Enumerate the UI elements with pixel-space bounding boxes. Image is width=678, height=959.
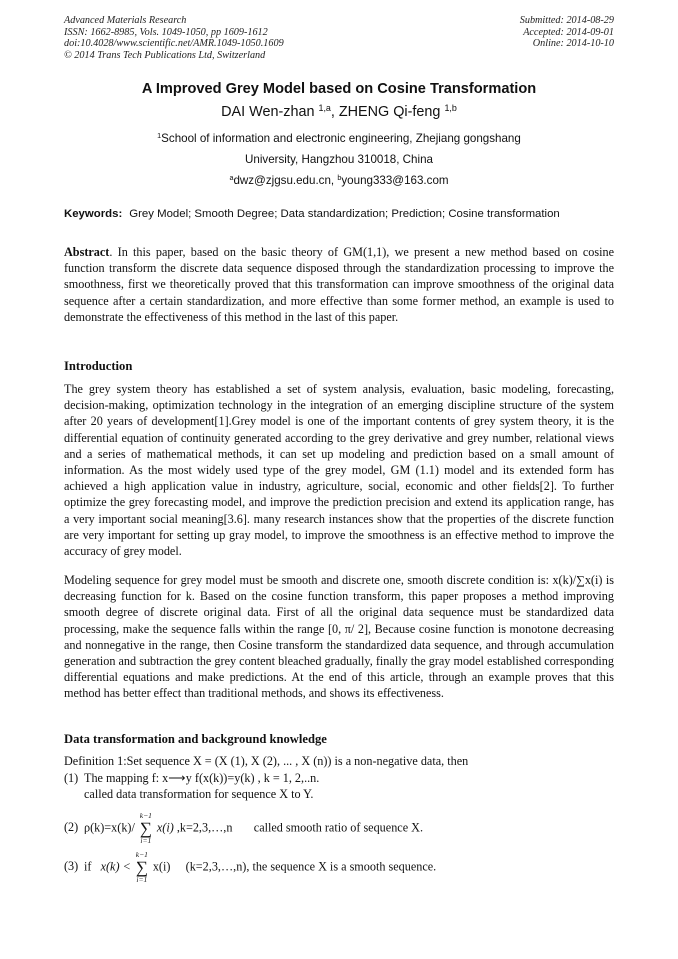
affiliation-text-1: School of information and electronic engineering, Zhejiang gongshang xyxy=(161,132,521,145)
item-3-lhs: x(k) < xyxy=(100,859,131,874)
journal-name: Advanced Materials Research xyxy=(64,15,187,26)
definition-item-3 xyxy=(64,851,436,884)
journal-doi: doi:10.4028/www.scientific.net/AMR.1049-1050.1609 xyxy=(64,38,284,50)
journal-issn: ISSN: 1662-8985, Vols. 1049-1050, pp 1609-1612 xyxy=(64,26,268,38)
date-online: Online: 2014-10-10 xyxy=(532,38,614,50)
email-a[interactable]: dwz@zjgsu.edu.cn, xyxy=(233,174,338,187)
email-a-marker: a xyxy=(229,173,234,183)
author-2-affil: 1,b xyxy=(444,103,457,114)
keywords-text: Grey Model; Smooth Degree; Data standardization; Prediction; Cosine transformation xyxy=(129,208,560,220)
section-heading-data-transformation: Data transformation and background knowledge xyxy=(64,732,327,746)
date-accepted: Accepted: 2014-09-01 xyxy=(523,26,614,38)
summation-symbol xyxy=(138,812,154,845)
sum-upper-limit: k−1 xyxy=(139,811,152,820)
journal-info xyxy=(64,15,284,61)
summation-symbol-2 xyxy=(134,851,150,884)
section-heading-introduction: Introduction xyxy=(64,359,133,373)
abstract-label: Abstract xyxy=(64,245,110,259)
item-2-term: x(i) xyxy=(156,820,174,835)
definition-1: Definition 1:Set sequence X = (X (1), X (2), ... , X (n)) is a non-negative data, then xyxy=(64,754,469,768)
sum-2-upper-limit: k−1 xyxy=(135,850,148,859)
sum-2-lower-limit: i=1 xyxy=(136,875,148,884)
abstract-text: . In this paper, based on the basic theory of GM(1,1), we present a new method based on cosine function transform the discrete data sequence disposed through the standardization processing to improve the smoothness, first we theoretically proved that this transformation can improve smoothness of the original data sequence after a certain standardization, and more effective than some former method, an example is used to demonstrate the effectiveness of this method in the last of this paper. xyxy=(64,245,614,324)
definition-item-1 xyxy=(64,771,319,786)
item-2-range: ,k=2,3,…,n xyxy=(173,820,233,835)
author-2: ZHENG Qi-feng xyxy=(338,104,441,120)
affiliation-line-1 xyxy=(0,132,678,145)
author-1-affil: 1,a xyxy=(318,103,331,114)
keywords xyxy=(64,208,560,220)
sum-lower-limit: i=1 xyxy=(140,836,152,845)
journal-copyright: © 2014 Trans Tech Publications Ltd, Switzerland xyxy=(64,49,266,61)
author-separator: , xyxy=(330,104,339,120)
item-2-number: (2) xyxy=(64,820,79,835)
publication-dates xyxy=(520,15,614,50)
sum-sigma: ∑ xyxy=(139,819,152,838)
date-submitted: Submitted: 2014-08-29 xyxy=(519,15,614,26)
definition-item-1-continued: called data transformation for sequence X to Y. xyxy=(84,787,314,801)
affiliation-marker: 1 xyxy=(157,131,162,141)
sum-2-sigma: ∑ xyxy=(135,858,148,877)
email-b-marker: b xyxy=(337,173,342,183)
item-3-term: x(i) xyxy=(152,859,171,874)
abstract xyxy=(64,244,614,325)
item-1-number: (1) xyxy=(64,771,79,785)
item-3-prefix: if xyxy=(84,859,92,874)
intro-paragraph-2: Modeling sequence for grey model must be smooth and discrete one, smooth discrete condition is: x(k)/∑x(i) is decreasing function for k. Based on the cosine function transform, this paper proposes a method improving smooth degree of discrete original data. First of all the original data sequence must be standardized data processing, make the sequence falls within the range [0, π/ 2], Because cosine function is monotone decreasing and nonnegative in the range, then Cosine transform the standardized data sequence, and through accumulation generation and subtraction the grey content bleached gradually, finally the gray model established corresponding differential equations and make predictions. At the end of this article, through an example proves that this method has better effect than traditional methods, and shows its effectiveness. xyxy=(64,573,614,701)
item-3-description: (k=2,3,…,n), the sequence X is a smooth sequence. xyxy=(185,859,437,874)
item-1-text: The mapping f: x⟶y f(x(k))=y(k) , k = 1, 2,..n. xyxy=(84,771,320,785)
author-line xyxy=(0,104,678,120)
item-2-prefix: ρ(k)=x(k)/ xyxy=(84,820,135,835)
author-1: DAI Wen-zhan xyxy=(221,104,315,120)
intro-paragraph-1: The grey system theory has established a set of system analysis, evaluation, basic modeling, forecasting, decision-making, optimization technology in the integration of an emerging discipline structure of the system after 20 years of development[1].Grey model is one of the important contents of grey system theory, it is the differential equation of continuity generated according to the grey derivative and grey number, relational views and a series of mathematical methods, it can set up modeling and prediction based on a small amount of information. As the most widely used type of the grey model, GM (1.1) model and its extended form has achieved a high application value in industry, agriculture, social, economic and other fields[2]. To further optimize the grey forecasting model, and improve the prediction precision and extend its application range, has a very important social meaning[3.6]. many research instances show that the properties of the discrete function are very important for setting up gray model, to improve the smoothness is an effective method to improve the accuracy of grey model. xyxy=(64,382,614,559)
email-b[interactable]: young333@163.com xyxy=(341,174,449,187)
item-3-number: (3) xyxy=(64,859,79,874)
author-emails xyxy=(0,174,678,187)
affiliation-line-2: University, Hangzhou 310018, China xyxy=(245,153,433,166)
definition-item-2 xyxy=(64,812,423,845)
item-2-description: called smooth ratio of sequence X. xyxy=(253,820,423,835)
paper-title: A Improved Grey Model based on Cosine Transformation xyxy=(141,81,537,97)
keywords-label: Keywords: xyxy=(64,208,123,220)
